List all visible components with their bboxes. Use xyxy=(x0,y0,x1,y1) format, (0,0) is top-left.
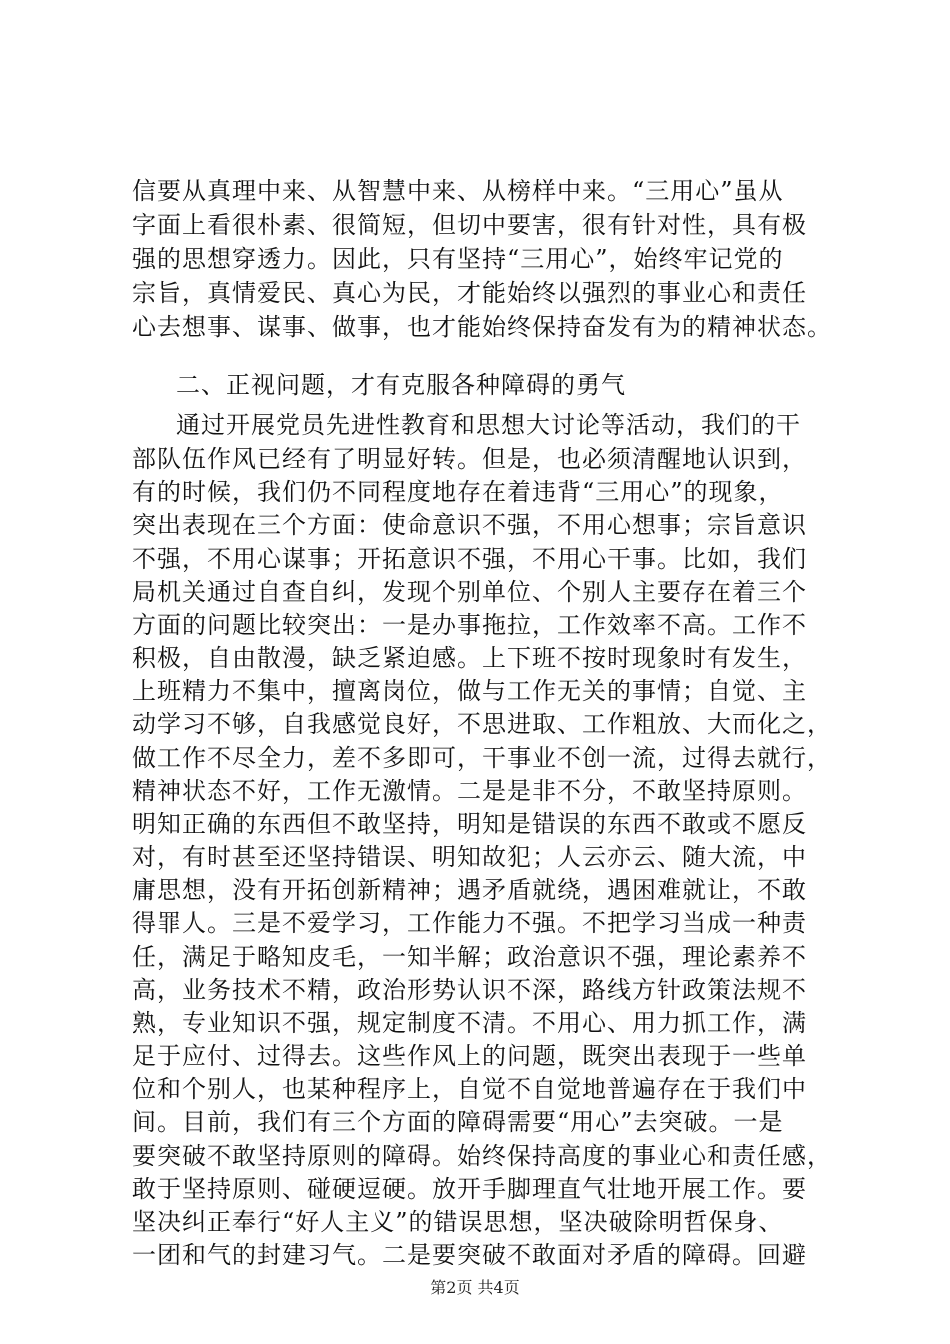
paragraph-2-line: 坚决纠正奉行“好人主义”的错误思想，坚决破除明哲保身、 xyxy=(132,1208,784,1236)
paragraph-2-line: 对，有时甚至还坚持错误、明知故犯；人云亦云、随大流，中 xyxy=(132,843,807,871)
paragraph-2-line: 精神状态不好，工作无激情。二是是非不分，不敢坚持原则。 xyxy=(132,777,807,805)
paragraph-2-line: 得罪人。三是不爱学习，工作能力不强。不把学习当成一种责 xyxy=(132,909,807,937)
paragraph-1-line: 字面上看很朴素、很简短，但切中要害，很有针对性，具有极 xyxy=(132,211,807,239)
paragraph-1-line: 心去想事、谋事、做事，也才能始终保持奋发有为的精神状态。 xyxy=(132,313,832,341)
paragraph-2-line: 任，满足于略知皮毛，一知半解；政治意识不强，理论素养不 xyxy=(132,943,807,971)
paragraph-2-line: 动学习不够，自我感觉良好，不思进取、工作粗放、大而化之， xyxy=(132,710,832,738)
paragraph-2-line: 通过开展党员先进性教育和思想大讨论等活动，我们的干 xyxy=(176,411,801,439)
paragraph-2-line: 间。目前，我们有三个方面的障碍需要“用心”去突破。一是 xyxy=(132,1108,784,1136)
paragraph-2-line: 突出表现在三个方面：使命意识不强，不用心想事；宗旨意识 xyxy=(132,511,807,539)
paragraph-1-line: 信要从真理中来、从智慧中来、从榜样中来。“三用心”虽从 xyxy=(132,177,784,205)
paragraph-2-line: 部队伍作风已经有了明显好转。但是，也必须清醒地认识到， xyxy=(132,445,807,473)
paragraph-2-line: 方面的问题比较突出：一是办事拖拉，工作效率不高。工作不 xyxy=(132,611,807,639)
paragraph-2-line: 上班精力不集中，擅离岗位，做与工作无关的事情；自觉、主 xyxy=(132,677,807,705)
section-heading: 二、正视问题，才有克服各种障碍的勇气 xyxy=(176,371,626,399)
paragraph-2-line: 熟，专业知识不强，规定制度不清。不用心、用力抓工作，满 xyxy=(132,1009,807,1037)
paragraph-1-line: 强的思想穿透力。因此，只有坚持“三用心”，始终牢记党的 xyxy=(132,245,784,273)
paragraph-2-line: 一团和气的封建习气。二是要突破不敢面对矛盾的障碍。回避 xyxy=(132,1241,807,1269)
paragraph-2-line: 不强，不用心谋事；开拓意识不强，不用心干事。比如，我们 xyxy=(132,545,807,573)
page-number-footer: 第2页 共4页 xyxy=(430,1278,520,1297)
paragraph-2-line: 足于应付、过得去。这些作风上的问题，既突出表现于一些单 xyxy=(132,1042,807,1070)
paragraph-1-line: 宗旨，真情爱民、真心为民，才能始终以强烈的事业心和责任 xyxy=(132,279,807,307)
paragraph-2-line: 高，业务技术不精，政治形势认识不深，路线方针政策法规不 xyxy=(132,976,807,1004)
paragraph-2-line: 位和个别人，也某种程序上，自觉不自觉地普遍存在于我们中 xyxy=(132,1075,807,1103)
paragraph-2-line: 局机关通过自查自纠，发现个别单位、个别人主要存在着三个 xyxy=(132,578,807,606)
paragraph-2-line: 敢于坚持原则、碰硬逗硬。放开手脚理直气壮地开展工作。要 xyxy=(132,1175,807,1203)
paragraph-2-line: 要突破不敢坚持原则的障碍。始终保持高度的事业心和责任感， xyxy=(132,1142,832,1170)
paragraph-2-line: 积极，自由散漫，缺乏紧迫感。上下班不按时现象时有发生， xyxy=(132,644,807,672)
paragraph-2-line: 庸思想，没有开拓创新精神；遇矛盾就绕，遇困难就让，不敢 xyxy=(132,876,807,904)
paragraph-2-line: 明知正确的东西但不敢坚持，明知是错误的东西不敢或不愿反 xyxy=(132,810,807,838)
paragraph-2-line: 做工作不尽全力，差不多即可，干事业不创一流，过得去就行， xyxy=(132,744,832,772)
paragraph-2-line: 有的时候，我们仍不同程度地存在着违背“三用心”的现象， xyxy=(132,478,784,506)
